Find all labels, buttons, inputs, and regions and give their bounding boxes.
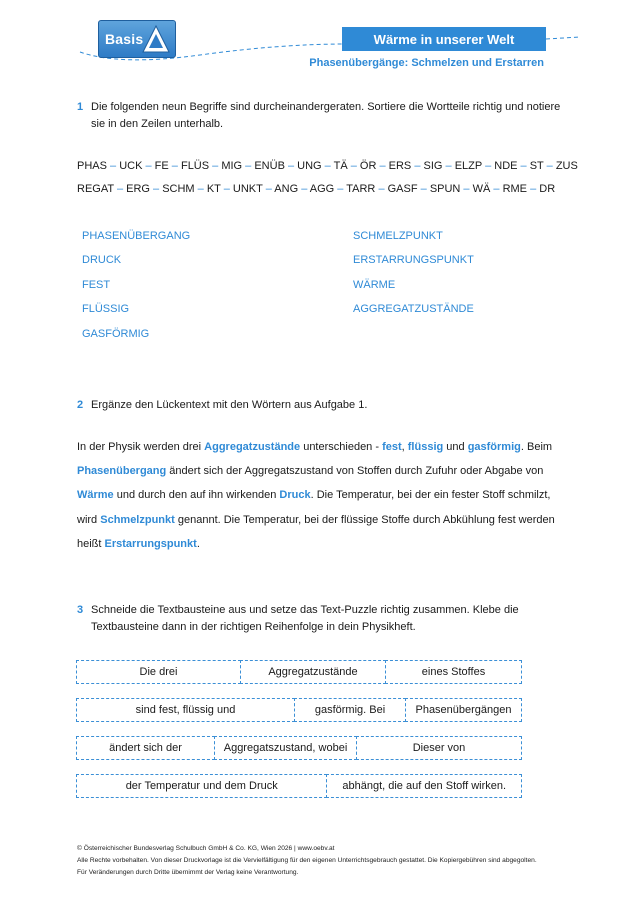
puzzle-piece[interactable]: abhängt, die auf den Stoff wirken.: [326, 774, 522, 798]
syllable: SIG: [423, 160, 443, 172]
puzzle-piece[interactable]: ändert sich der: [76, 736, 215, 760]
task-instruction: Ergänze den Lückentext mit den Wörtern aus Aufgabe 1.: [91, 399, 368, 411]
cloze-text-segment: In der Physik werden drei: [77, 441, 205, 453]
cloze-text-segment: und durch den auf ihn wirkenden: [113, 489, 280, 502]
puzzle-piece[interactable]: Aggregatszustand, wobei: [214, 736, 357, 760]
syllable: ZUS: [555, 160, 578, 172]
syllable-separator: –: [298, 183, 310, 195]
syllable-separator: –: [543, 160, 556, 172]
syllable-separator: –: [142, 160, 155, 172]
footer-disclaimer: Für Veränderungen durch Dritte übernimmt der Verlag keine Verantwortung.: [77, 869, 299, 876]
filled-word: Phasenübergang: [77, 465, 167, 478]
answer-word: GASFÖRMIG: [82, 327, 150, 340]
puzzle-piece[interactable]: sind fest, flüssig und: [76, 698, 295, 722]
syllable-separator: –: [113, 183, 127, 195]
syllable-separator: –: [168, 160, 181, 172]
cloze-text-segment: . Beim: [520, 441, 553, 453]
syllable: PHAS: [77, 160, 107, 172]
cloze-text-segment: und: [443, 441, 468, 453]
filled-word: Erstarrungspunkt: [104, 537, 197, 550]
cloze-text-segment: genannt. Die Temperatur, bei der flüssige Stoffe durch Abkühlung fest werden heißt: [77, 513, 555, 550]
answer-word: PHASENÜBERGANG: [82, 230, 191, 242]
answer-word: FLÜSSIG: [82, 303, 130, 316]
syllable-separator: –: [194, 183, 207, 195]
syllable: SCHM: [162, 183, 195, 195]
syllable-separator: –: [284, 160, 298, 172]
syllable: TÄ: [333, 160, 348, 172]
filled-word: flüssig: [407, 441, 444, 453]
syllable-separator: –: [460, 183, 473, 195]
syllable-separator: –: [220, 183, 233, 195]
page-subtitle: Phasenübergänge: Schmelzen und Erstarren: [309, 57, 544, 69]
syllable: ELZP: [454, 160, 483, 172]
cloze-text-segment: . Die Temperatur, bei der ein fester Stoff schmilzt, wird: [77, 489, 551, 526]
syllable: RME: [502, 183, 528, 195]
triangle-logo-icon: [141, 24, 171, 54]
syllable-separator: –: [417, 183, 430, 195]
puzzle-row: [76, 774, 522, 798]
task-number: 1: [77, 101, 84, 113]
puzzle-piece[interactable]: gasförmig. Bei: [294, 698, 406, 722]
puzzle-piece[interactable]: Aggregatzustände: [240, 660, 386, 684]
syllable: KT: [206, 183, 221, 195]
answer-word: DRUCK: [82, 254, 122, 267]
syllable: ÖR: [359, 160, 377, 172]
syllable: UCK: [119, 160, 143, 172]
syllable: REGAT: [77, 183, 114, 195]
task-instruction: Die folgenden neun Begriffe sind durcheinandergeraten. Sortiere die Wortteile richtig und notiere sie in den Zeilen unterhalb.: [91, 101, 561, 130]
puzzle-piece[interactable]: eines Stoffes: [385, 660, 522, 684]
syllable-separator: –: [482, 160, 495, 172]
cloze-text-segment: unterschieden -: [300, 441, 383, 453]
syllable-separator: –: [242, 160, 255, 172]
syllable-separator: –: [527, 183, 540, 195]
filled-word: Aggregatzustände: [204, 441, 301, 453]
filled-word: Druck: [279, 489, 311, 502]
filled-word: gasförmig: [467, 441, 521, 453]
cloze-text-segment: .: [196, 537, 200, 550]
task-instruction: Schneide die Textbausteine aus und setze das Text-Puzzle richtig zusammen. Klebe die Textbausteine dann in der richtigen Reihenfolge in dein Physikheft.: [91, 604, 519, 633]
syllable-separator: –: [209, 160, 222, 172]
puzzle-row: [76, 736, 522, 760]
syllable-line: [77, 160, 578, 172]
syllable: ENÜB: [254, 160, 285, 172]
syllable-separator: –: [376, 160, 389, 172]
syllable-separator: –: [106, 160, 120, 172]
syllable-separator: –: [490, 183, 503, 195]
task-number: 2: [77, 399, 84, 411]
syllable: UNKT: [232, 183, 263, 195]
syllable: ANG: [274, 183, 299, 195]
puzzle-row: [76, 660, 522, 684]
syllable: WÄ: [472, 183, 491, 195]
answer-word: FEST: [82, 278, 111, 291]
syllable: ST: [529, 160, 544, 172]
cloze-text-segment: ändert sich der Aggregatszustand von Stoffen durch Zufuhr oder Abgabe von: [166, 465, 544, 478]
syllable-line: [77, 183, 555, 195]
filled-word: Wärme: [77, 489, 114, 502]
answer-word: WÄRME: [353, 278, 396, 291]
page-title: Wärme in unserer Welt: [342, 27, 546, 51]
syllable: FLÜS: [180, 160, 210, 172]
answer-word: SCHMELZPUNKT: [353, 230, 443, 242]
syllable: SPUN: [429, 183, 461, 195]
syllable: GASF: [387, 183, 418, 195]
syllable: AGG: [309, 183, 335, 195]
cloze-text: [77, 435, 567, 556]
syllable: NDE: [494, 160, 518, 172]
syllable: ERS: [388, 160, 412, 172]
filled-word: Schmelzpunkt: [100, 513, 175, 526]
syllable-separator: –: [375, 183, 388, 195]
syllable: UNG: [297, 160, 322, 172]
syllable-separator: –: [411, 160, 424, 172]
cloze-text-segment: ,: [401, 441, 408, 453]
syllable: TARR: [346, 183, 376, 195]
puzzle-piece[interactable]: Dieser von: [356, 736, 522, 760]
answers-left-column: [82, 230, 190, 352]
syllable: MIG: [221, 160, 243, 172]
answers-right-column: [353, 230, 474, 328]
syllable: FE: [154, 160, 169, 172]
puzzle-piece[interactable]: Phasenübergängen: [405, 698, 522, 722]
answer-word: ERSTARRUNGSPUNKT: [353, 254, 474, 267]
syllable-separator: –: [442, 160, 455, 172]
syllable-separator: –: [149, 183, 163, 195]
filled-word: fest: [382, 441, 402, 453]
puzzle-piece[interactable]: Die drei: [76, 660, 241, 684]
footer-rights: Alle Rechte vorbehalten. Von dieser Druckvorlage ist die Vervielfältigung für den eigenen Unterrichtsgebrauch gestattet. Die Kopiergebühren sind abgegolten.: [77, 857, 537, 864]
syllable: ERG: [126, 183, 150, 195]
answer-word: AGGREGATZUSTÄNDE: [353, 303, 474, 316]
puzzle-row: [76, 698, 522, 722]
syllable-separator: –: [321, 160, 334, 172]
syllable-separator: –: [347, 160, 360, 172]
basis-logo: [98, 20, 176, 58]
syllable: DR: [539, 183, 556, 195]
syllable-separator: –: [517, 160, 530, 172]
task-number: 3: [77, 604, 84, 616]
footer-copyright: © Österreichischer Bundesverlag Schulbuch GmbH & Co. KG, Wien 2026 | www.oebv.at: [77, 845, 335, 852]
syllable-separator: –: [334, 183, 347, 195]
syllable-separator: –: [262, 183, 275, 195]
logo-text: Basis: [105, 31, 144, 47]
puzzle-piece[interactable]: der Temperatur und dem Druck: [76, 774, 327, 798]
